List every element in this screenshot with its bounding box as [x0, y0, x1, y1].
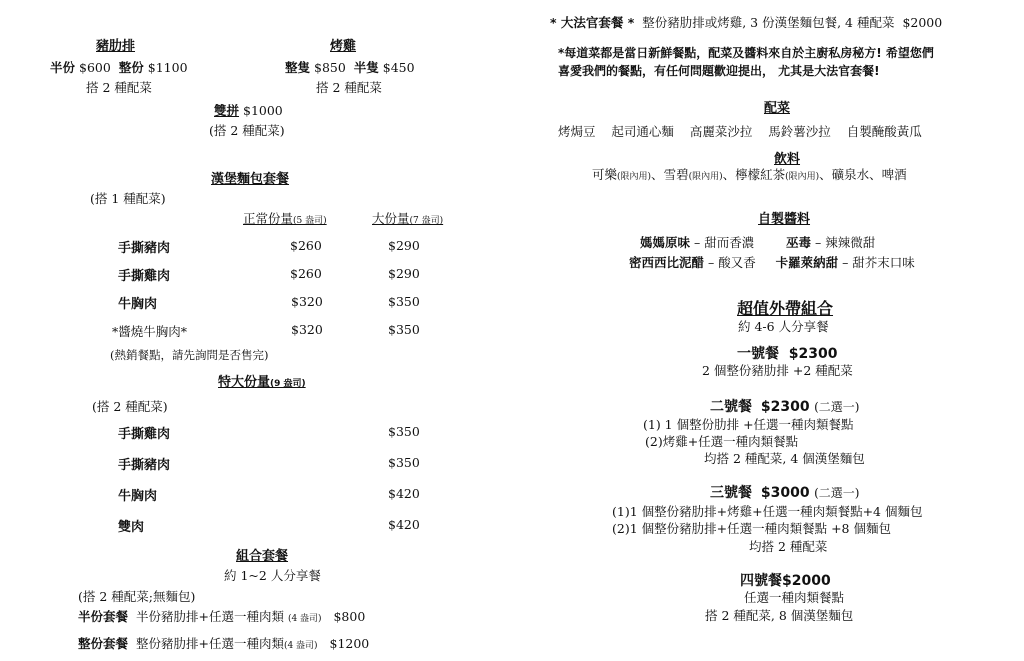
set2-line: 均搭 2 種配菜, 4 個漢堡麵包	[704, 451, 865, 466]
combo-price: $800	[333, 609, 366, 624]
xl-note: (搭 2 種配菜)	[92, 399, 168, 414]
combo-desc: 整份豬肋排+任選一種肉類	[135, 636, 284, 651]
side-item: 起司通心麵	[611, 124, 674, 139]
menu-item-price-regular: $320	[291, 322, 323, 337]
menu-item-name: 手撕雞肉	[118, 427, 171, 442]
set1-line: 2 個整份豬肋排 +2 種配菜	[702, 363, 853, 378]
pork-ribs-prices	[50, 58, 188, 76]
menu-item-price-regular: $260	[290, 238, 322, 253]
set4-header: 四號餐$2000	[740, 573, 831, 589]
roast-chicken-sides: 搭 2 種配菜	[316, 80, 382, 95]
menu-item-price: $350	[388, 455, 420, 470]
column-regular: 正常份量(5 盎司)	[243, 211, 327, 226]
combo-desc: 半份豬肋排+任選一種肉類	[135, 609, 284, 624]
big-set-desc: 整份豬肋排或烤雞, 3 份漢堡麵包餐, 4 種配菜	[642, 15, 895, 30]
full-label: 整份	[118, 60, 144, 75]
big-set-line	[550, 13, 942, 31]
side-item: 高麗菜沙拉	[689, 124, 753, 139]
set1-header: 一號餐 $2300	[737, 346, 838, 362]
double-label: 雙拼	[214, 103, 240, 118]
sauces-title: 自製醬料	[758, 212, 811, 227]
full-price: $1100	[147, 60, 188, 75]
combo-name: 半份套餐	[78, 609, 129, 624]
set4-line: 任選一種肉類餐點	[744, 590, 845, 605]
menu-item-price: $420	[388, 486, 420, 501]
sauce-desc: – 甜而香濃	[690, 235, 755, 250]
set2-line: (2)烤雞+任選一種肉類餐點	[645, 434, 799, 449]
menu-item-name: 牛胸肉	[118, 297, 158, 312]
notice-line-2: 喜愛我們的餐點，有任何問題歡迎提出， 尤其是大法官套餐!	[558, 64, 880, 78]
big-set-price: $2000	[902, 15, 943, 30]
combo-desc-sub: (4 盎司)	[287, 614, 322, 624]
combo-price: $1200	[329, 636, 370, 651]
half-label: 半份	[50, 60, 76, 75]
burger-set-title: 漢堡麵包套餐	[211, 172, 290, 187]
double-price: $1000	[243, 103, 283, 118]
sauce-desc: – 甜芥末口味	[838, 255, 915, 270]
side-item: 馬鈴薯沙拉	[768, 124, 831, 139]
pork-ribs-title: 豬肋排	[96, 39, 136, 54]
menu-item-name: 手撕豬肉	[118, 458, 171, 473]
sauce-name: 巫毒	[786, 235, 812, 250]
set2-header: 二號餐 $2300 (二選一)	[710, 399, 860, 415]
burger-set-note: (搭 1 種配菜)	[90, 191, 166, 206]
half-price: $600	[79, 60, 111, 75]
double-sides: (搭 2 種配菜)	[209, 123, 285, 138]
combo-desc-sub: (4 盎司)	[283, 641, 318, 651]
drinks-title: 飲料	[774, 152, 801, 167]
menu-item-price-large: $290	[388, 238, 420, 253]
combo-subtitle: 約 1~2 人分享餐	[224, 568, 321, 583]
side-item: 烤焗豆	[558, 124, 596, 139]
combo-name: 整份套餐	[78, 636, 129, 651]
whole-price: $850	[314, 60, 346, 75]
sauce-name: 卡羅萊納甜	[775, 255, 839, 270]
takeout-subtitle: 約 4-6 人分享餐	[738, 319, 829, 334]
menu-item-price: $420	[388, 517, 420, 532]
combo-note: (搭 2 種配菜;無麵包)	[78, 589, 196, 604]
whole-label: 整隻	[285, 60, 311, 75]
sauce-desc: – 酸又香	[704, 255, 756, 270]
half-price: $450	[382, 60, 415, 75]
menu-item-price-regular: $260	[290, 266, 322, 281]
notice-line-1: *每道菜都是當日新鮮餐點，配菜及醬料來自於主廚私房秘方! 希望您們	[558, 46, 934, 60]
sauce-name: 媽媽原味	[640, 235, 691, 250]
xl-title: 特大份量(9 盎司)	[218, 375, 306, 390]
sauce-name: 密西西比泥醋	[629, 255, 705, 270]
set3-header: 三號餐 $3000 (二選一)	[710, 485, 860, 501]
menu-item-name: *醬燒牛胸肉*	[112, 324, 188, 339]
big-set-label: * 大法官套餐 *	[550, 15, 635, 30]
sides-title: 配菜	[763, 101, 790, 116]
menu-item-price: $350	[388, 424, 420, 439]
set3-line: (2)1 個整份豬肋排+任選一種肉類餐點 +8 個麵包	[612, 521, 891, 536]
pork-ribs-sides: 搭 2 種配菜	[86, 80, 152, 95]
set2-line: (1) 1 個整份肋排 +任選一種肉類餐點	[643, 417, 854, 432]
sauce-row	[629, 253, 915, 271]
set3-line: (1)1 個整份豬肋排+烤雞+任選一種肉類餐點+4 個麵包	[612, 504, 923, 519]
half-label: 半隻	[353, 60, 379, 75]
menu-item-name: 牛胸肉	[118, 489, 158, 504]
combo-row	[78, 607, 365, 625]
menu-item-price-large: $350	[388, 322, 420, 337]
menu-item-price-regular: $320	[291, 294, 323, 309]
set3-line: 均搭 2 種配菜	[749, 539, 828, 554]
combo-title: 組合套餐	[236, 549, 289, 564]
hot-item-note: (熱銷餐點，請先詢問是否售完)	[110, 348, 269, 362]
takeout-title: 超值外帶組合	[737, 299, 834, 318]
menu-item-price-large: $290	[388, 266, 420, 281]
roast-chicken-prices	[285, 58, 415, 76]
column-large: 大份量(7 盎司)	[372, 211, 444, 226]
drinks-list: 可樂(限內用)、雪碧(限內用)、檸檬紅茶(限內用)、礦泉水、啤酒	[592, 167, 907, 182]
combo-row	[78, 634, 369, 652]
sauce-row	[640, 233, 875, 251]
side-item: 自製醃酸黃瓜	[846, 124, 922, 139]
menu-item-name: 雙肉	[118, 520, 145, 535]
sides-list	[558, 122, 922, 140]
roast-chicken-title: 烤雞	[330, 39, 357, 54]
menu-item-name: 手撕雞肉	[118, 269, 171, 284]
menu-item-name: 手撕豬肉	[118, 241, 171, 256]
set4-line: 搭 2 種配菜, 8 個漢堡麵包	[705, 608, 854, 623]
menu-item-price-large: $350	[388, 294, 420, 309]
double-line	[214, 101, 283, 119]
sauce-desc: – 辣辣微甜	[811, 235, 876, 250]
